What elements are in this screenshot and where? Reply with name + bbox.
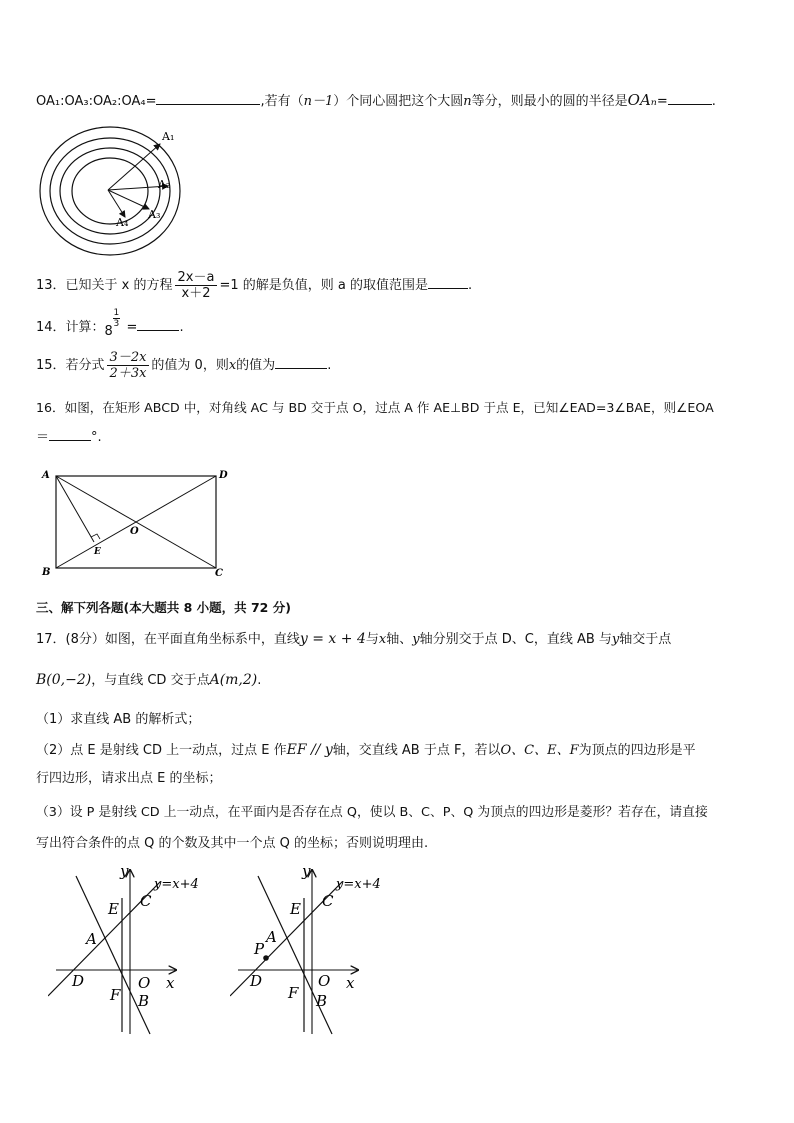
q14-text: 14．计算： — [36, 320, 105, 335]
question-16-line-2 — [36, 426, 102, 445]
question-17-part-2-cont — [36, 767, 221, 786]
q12-text: ,若有（ — [260, 94, 304, 109]
q12-n: n — [463, 94, 472, 109]
question-17-part-1 — [36, 708, 200, 727]
q17-point-b: B(0,−2) — [36, 672, 92, 688]
label-A: A — [42, 470, 50, 481]
rectangle-abcd-figure — [36, 462, 236, 584]
label-B: B — [316, 992, 328, 1010]
q13-end: . — [467, 278, 473, 293]
q15-x: x — [228, 358, 237, 373]
label-a3: A₃ — [148, 208, 161, 221]
label-eq: y=x+4 — [154, 877, 199, 892]
q12-eq: = — [656, 94, 668, 109]
label-B: B — [138, 992, 150, 1010]
question-15-line — [36, 350, 331, 381]
q14-power — [104, 308, 127, 339]
q17-part-2-text-b: 轴，交直线 AB 于点 F，若以 — [332, 743, 501, 758]
q15-denominator: 2＋3x — [109, 366, 147, 381]
question-17-part-3-cont — [36, 832, 428, 851]
q17-point-a: A(m,2) — [209, 672, 258, 688]
q14-exp-num: 1 — [113, 308, 120, 318]
q13-answer-blank — [428, 274, 468, 289]
q17-text: 17．(8分）如图，在平面直角坐标系中，直线 — [36, 632, 300, 647]
question-16-line-1 — [36, 397, 714, 416]
q17-text-c: 轴、 — [386, 632, 413, 647]
section-3-title: 三、解下列各题(本大题共 8 小题，共 72 分) — [36, 600, 291, 615]
question-17-line-2 — [36, 669, 261, 688]
question-17-line-1 — [36, 628, 671, 647]
q17-end: . — [257, 673, 262, 688]
q14-base: 8 — [104, 324, 113, 339]
label-y: y — [120, 862, 129, 880]
q17-x: x — [378, 632, 387, 647]
q17-equation: y = x + 4 — [299, 631, 366, 647]
label-O: O — [318, 972, 331, 990]
label-D: D — [250, 972, 263, 990]
label-D: D — [219, 470, 228, 481]
label-E: E — [94, 547, 101, 557]
label-x: x — [166, 974, 175, 992]
q13-text-2: =1 的解是负值，则 a 的取值范围是 — [219, 278, 428, 293]
label-A: A — [86, 930, 97, 948]
q13-numerator: 2x－a — [175, 270, 218, 286]
q14-exponent — [113, 308, 121, 329]
label-D: D — [72, 972, 85, 990]
label-F: F — [288, 984, 299, 1002]
q17-y: y — [412, 632, 420, 647]
q13-denominator: x＋2 — [181, 286, 211, 301]
question-14-line — [36, 308, 184, 339]
q14-exp-den: 3 — [113, 319, 120, 329]
question-13-line — [36, 270, 472, 301]
coordinate-figure-1 — [48, 862, 208, 1040]
label-E: E — [290, 900, 301, 918]
question-12-line — [36, 90, 716, 109]
q15-answer-blank — [275, 354, 327, 369]
q15-end: . — [327, 358, 332, 373]
q12-end: . — [711, 94, 716, 109]
label-C: C — [322, 892, 334, 910]
q17-text-e: 轴交于点 — [619, 632, 672, 647]
q13-fraction — [175, 270, 218, 301]
q13-text: 13．已知关于 x 的方程 — [36, 278, 173, 293]
label-P: P — [254, 940, 265, 958]
q17-text-b: 与 — [365, 632, 379, 647]
question-17-part-2 — [36, 739, 696, 758]
q15-fraction — [107, 350, 150, 381]
label-F: F — [110, 986, 121, 1004]
q17-ef-parallel: EF // y — [286, 742, 333, 758]
q17-text-d: 轴分别交于点 D、C，直线 AB 与 — [419, 632, 612, 647]
label-O: O — [138, 974, 151, 992]
concentric-circles-figure — [36, 124, 186, 258]
q17-y-2: y — [611, 632, 620, 647]
q15-text-3: 的值为 — [236, 358, 276, 373]
q12-n-minus-1: n－1 — [303, 94, 334, 109]
q16-answer-blank — [49, 426, 91, 441]
label-a4: A₄ — [116, 216, 129, 229]
label-a1: A₁ — [162, 130, 175, 143]
q17-part-3-text-b: 写出符合条件的点 Q 的个数及其中一个点 Q 的坐标；否则说明理由. — [36, 836, 429, 851]
q14-answer-blank — [137, 316, 179, 331]
q12-oan: OAₙ — [627, 91, 657, 109]
q12-answer-blank-2 — [668, 90, 712, 105]
q17-part-3-text: （3）设 P 是射线 CD 上一动点，在平面内是否存在点 Q，使以 B、C、P、Q 为顶点的四边形是菱形？若存在，请直接 — [36, 805, 708, 820]
q17-part-2-text: （2）点 E 是射线 CD 上一动点，过点 E 作 — [36, 743, 287, 758]
label-x: x — [346, 974, 355, 992]
q16-end: °. — [91, 430, 102, 445]
label-A: A — [266, 928, 277, 946]
q16-text: 16．如图，在矩形 ABCD 中，对角线 AC 与 BD 交于点 O，过点 A 作 AE⊥BD 于点 E，已知∠EAD=3∠BAE，则∠EOA — [36, 400, 714, 415]
section-3-heading — [36, 598, 291, 616]
label-E: E — [108, 900, 119, 918]
q12-text-3: 等分，则最小的圆的半径是 — [471, 94, 628, 109]
q15-text: 15．若分式 — [36, 358, 105, 373]
segment-ae — [56, 476, 94, 542]
q15-numerator: 3－2x — [107, 350, 150, 366]
q16-eq: ＝ — [36, 430, 50, 445]
q12-ratio-label: OA₁:OA₃:OA₂:OA₄= — [36, 94, 157, 109]
q12-answer-blank-1 — [156, 90, 260, 105]
label-eq: y=x+4 — [336, 877, 381, 892]
q12-text-2: ）个同心圆把这个大圆 — [333, 94, 464, 109]
coordinate-figure-2 — [230, 862, 390, 1040]
label-y: y — [302, 862, 311, 880]
q17-part-2-text-d: 行四边形，请求出点 E 的坐标； — [36, 771, 222, 786]
label-C: C — [215, 568, 223, 579]
label-O: O — [130, 526, 139, 537]
label-a2: A₂ — [158, 178, 171, 191]
label-B: B — [42, 567, 51, 578]
q14-end: . — [179, 320, 184, 335]
question-17-part-3 — [36, 801, 708, 820]
q17-part-1-text: （1）求直线 AB 的解析式； — [36, 712, 201, 727]
q17-vertices: O、C、E、F — [500, 743, 579, 758]
label-C: C — [140, 892, 152, 910]
q17-part-2-text-c: 为顶点的四边形是平 — [578, 743, 696, 758]
q14-eq: = — [126, 320, 138, 335]
q17-text-f: ，与直线 CD 交于点 — [91, 673, 210, 688]
q15-text-2: 的值为 0，则 — [151, 358, 229, 373]
